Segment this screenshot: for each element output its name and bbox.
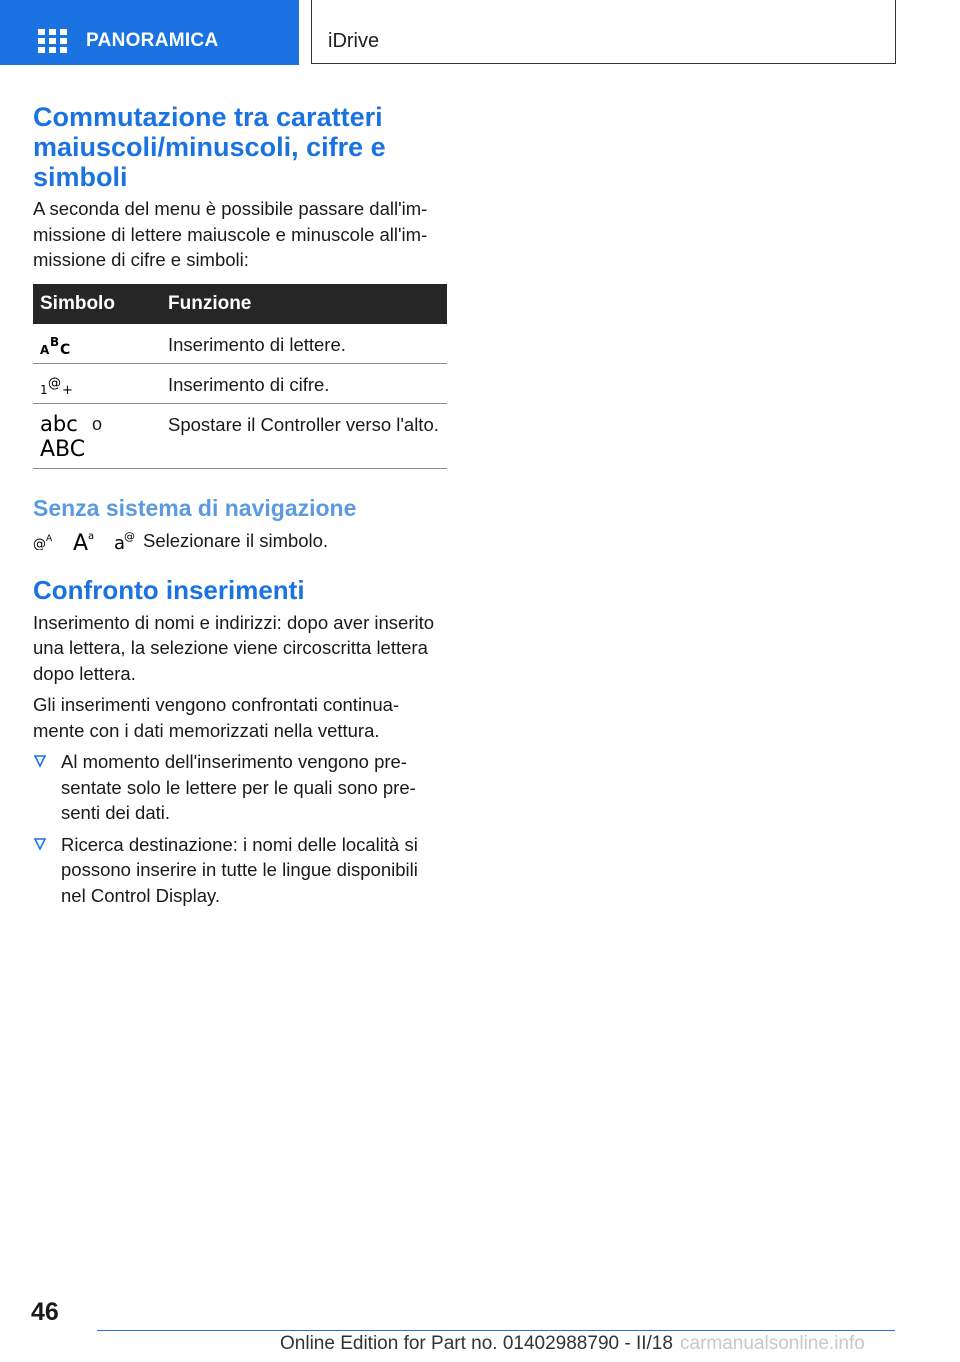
list-item-text: Ricerca destinazione: i nomi delle località si possono inserire in tutte le lingue disponibili nel Control Display. <box>61 833 418 906</box>
svg-text:1: 1 <box>40 382 48 397</box>
page-number: 46 <box>31 1298 59 1326</box>
svg-text:a: a <box>114 532 126 552</box>
symbol-row <box>33 529 447 553</box>
list-item-text: Al momento dell'inserimento vengono pre-sentate solo le lettere per le quali sono pre-senti dei dati. <box>61 751 416 824</box>
table-header-row <box>33 284 447 324</box>
A-a-icon <box>73 529 97 553</box>
list-item <box>33 749 447 826</box>
svg-text:+: + <box>62 382 73 397</box>
table-cell-function: Inserimento di cifre. <box>161 363 447 403</box>
footer-divider <box>97 1330 895 1331</box>
svg-text:ABC: ABC <box>40 436 86 458</box>
table-header-function: Funzione <box>161 284 447 324</box>
table-header-symbol: Simbolo <box>33 284 161 324</box>
table-cell-function: Spostare il Controller verso l'alto. <box>161 403 447 468</box>
triangle-bullet-icon <box>33 753 47 769</box>
svg-text:@: @ <box>124 529 135 543</box>
svg-text:@: @ <box>33 536 46 550</box>
section-tab[interactable] <box>0 0 299 65</box>
chapter-header <box>311 0 896 64</box>
svg-text:@: @ <box>48 375 61 391</box>
table-cell-symbol <box>33 403 161 468</box>
watermark: carmanualsonline.info <box>680 1333 865 1354</box>
svg-text:B: B <box>50 334 60 349</box>
table-cell-function: Inserimento di lettere. <box>161 324 447 364</box>
section-heading-no-nav: Senza sistema di navigazione <box>33 494 357 521</box>
edition-text: Online Edition for Part no. 01402988790 - II/18 <box>280 1333 673 1354</box>
at-A-icon <box>33 532 55 550</box>
svg-text:A: A <box>73 530 89 553</box>
section-tab-label: PANORAMICA <box>86 30 219 51</box>
section-heading-case-switch: Commutazione tra caratteri maiuscoli/minuscoli, cifre e simboli <box>33 102 386 192</box>
table-row <box>33 324 447 364</box>
svg-text:A: A <box>46 533 53 544</box>
abc-letters-icon <box>40 335 74 357</box>
table-row <box>33 403 447 468</box>
grid-menu-icon <box>38 29 67 53</box>
select-symbol-text: Selezionare il simbolo. <box>143 529 329 551</box>
svg-text:A: A <box>40 342 50 357</box>
symbol-table <box>33 284 447 469</box>
table-row <box>33 363 447 403</box>
table-cell-symbol <box>33 324 161 364</box>
triangle-bullet-icon <box>33 836 47 852</box>
list-item <box>33 832 447 909</box>
compare-paragraph-1: Inserimento di nomi e indirizzi: dopo aver inserito una lettera, la selezione viene circoscritta lettera dopo lettera. <box>33 611 435 684</box>
svg-text:a: a <box>88 530 95 542</box>
section-heading-compare: Confronto inserimenti <box>33 574 305 605</box>
page-content <box>33 102 447 908</box>
symbol-connector: o <box>92 413 103 434</box>
compare-paragraph-2: Gli inserimenti vengono confrontati continua-mente con i dati memorizzati nella vettura. <box>33 694 400 741</box>
svg-text:abc: abc <box>40 411 78 436</box>
digits-symbols-icon <box>40 375 74 397</box>
abc-ABC-icon <box>40 412 88 458</box>
chapter-title: iDrive <box>328 30 380 52</box>
svg-text:C: C <box>60 341 71 357</box>
table-cell-symbol <box>33 363 161 403</box>
intro-paragraph: A seconda del menu è possibile passare dall'im-missione di lettere maiuscole e minuscole all'im-missione di cifre e simboli: <box>33 198 428 270</box>
a-at-icon <box>114 530 136 552</box>
